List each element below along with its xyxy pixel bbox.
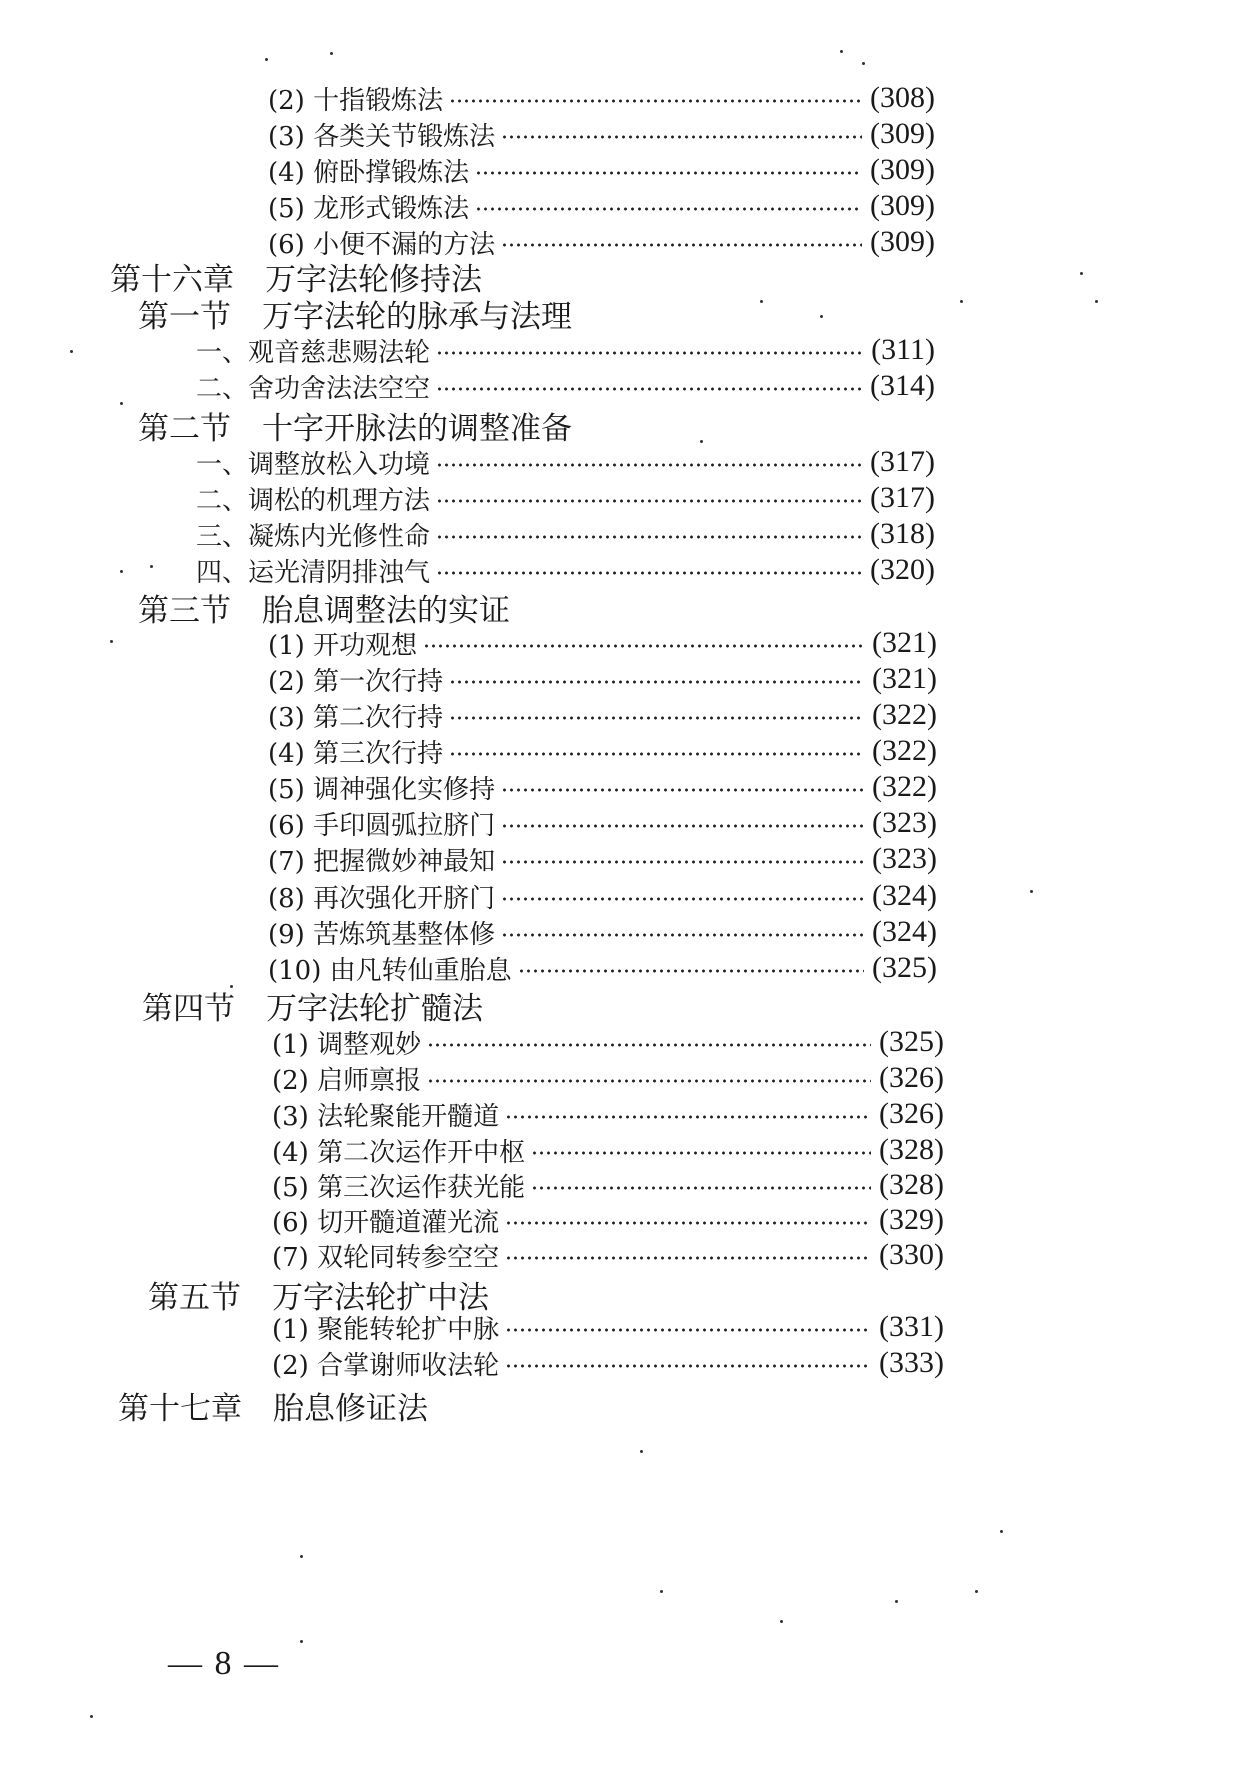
toc-entry[interactable] bbox=[268, 114, 935, 154]
toc-page-number: (331) bbox=[879, 1310, 944, 1343]
toc-entry-title: (1) 开功观想 bbox=[268, 630, 418, 661]
scan-speck bbox=[1095, 300, 1098, 303]
toc-entry[interactable] bbox=[268, 659, 937, 699]
scan-speck bbox=[1030, 890, 1033, 893]
toc-heading bbox=[118, 1385, 428, 1425]
toc-entry-title: (7) 双轮同转参空空 bbox=[272, 1242, 500, 1273]
dot-leader bbox=[423, 644, 864, 648]
toc-entry[interactable] bbox=[272, 1343, 944, 1383]
dot-leader bbox=[505, 1328, 871, 1332]
toc-heading-text: 第一节 万字法轮的脉承与法理 bbox=[138, 298, 572, 335]
dot-leader bbox=[436, 351, 863, 355]
toc-page-number: (309) bbox=[870, 117, 935, 150]
toc-heading-text: 第四节 万字法轮扩髓法 bbox=[142, 990, 483, 1027]
dot-leader bbox=[501, 897, 864, 901]
toc-entry-title: 三、凝炼内光修性命 bbox=[196, 521, 431, 552]
toc-entry-title: 一、观音慈悲赐法轮 bbox=[196, 337, 431, 368]
toc-page-number: (321) bbox=[872, 662, 937, 695]
scan-speck bbox=[265, 58, 268, 61]
scan-speck bbox=[820, 315, 823, 318]
toc-entry-title: (1) 聚能转轮扩中脉 bbox=[272, 1314, 500, 1345]
scan-speck bbox=[330, 52, 333, 55]
toc-entry[interactable] bbox=[272, 1094, 944, 1134]
dot-leader bbox=[501, 135, 862, 139]
scan-speck bbox=[760, 300, 763, 303]
scan-speck bbox=[895, 1600, 898, 1603]
toc-entry-title: (2) 合掌谢师收法轮 bbox=[272, 1350, 500, 1381]
toc-entry[interactable] bbox=[196, 366, 935, 406]
dot-leader bbox=[505, 1256, 871, 1260]
toc-heading-text: 第十六章 万字法轮修持法 bbox=[110, 261, 482, 298]
toc-page-number: (321) bbox=[872, 626, 937, 659]
dot-leader bbox=[475, 207, 862, 211]
toc-page-number: (309) bbox=[870, 189, 935, 222]
toc-page-number: (308) bbox=[870, 81, 935, 114]
toc-entry-title: (2) 第一次行持 bbox=[268, 666, 444, 697]
scan-speck bbox=[1080, 272, 1083, 275]
toc-entry-title: (7) 把握微妙神最知 bbox=[268, 846, 496, 877]
toc-entry-title: (3) 各类关节锻炼法 bbox=[268, 121, 496, 152]
toc-entry-title: (1) 调整观妙 bbox=[272, 1029, 422, 1060]
dot-leader bbox=[501, 933, 864, 937]
toc-entry[interactable] bbox=[268, 803, 937, 843]
toc-entry-title: 一、调整放松入功境 bbox=[196, 449, 431, 480]
toc-entry-title: (4) 俯卧撑锻炼法 bbox=[268, 157, 470, 188]
toc-heading bbox=[142, 985, 483, 1025]
toc-heading-text: 第二节 十字开脉法的调整准备 bbox=[138, 410, 572, 447]
toc-entry-title: (4) 第三次行持 bbox=[268, 738, 444, 769]
toc-page-number: (328) bbox=[879, 1133, 944, 1166]
toc-entry[interactable] bbox=[196, 442, 935, 482]
toc-entry[interactable] bbox=[196, 478, 935, 518]
toc-page-number: (329) bbox=[879, 1203, 944, 1236]
toc-page-number: (326) bbox=[879, 1097, 944, 1130]
toc-entry[interactable] bbox=[268, 78, 935, 118]
dot-leader bbox=[501, 860, 864, 864]
toc-entry-title: (5) 龙形式锻炼法 bbox=[268, 193, 470, 224]
toc-heading-text: 第十七章 胎息修证法 bbox=[118, 1390, 428, 1427]
dot-leader bbox=[436, 463, 862, 467]
dot-leader bbox=[531, 1151, 871, 1155]
toc-page-number: (328) bbox=[879, 1168, 944, 1201]
toc-page-number: (317) bbox=[870, 445, 935, 478]
toc-entry-title: (2) 十指锻炼法 bbox=[268, 85, 444, 116]
toc-page-number: (325) bbox=[872, 951, 937, 984]
scan-speck bbox=[110, 640, 113, 643]
toc-page-number: (323) bbox=[872, 806, 937, 839]
dot-leader bbox=[436, 571, 862, 575]
dot-leader bbox=[436, 535, 862, 539]
toc-entry-title: (9) 苦炼筑基整体修 bbox=[268, 919, 496, 950]
toc-page-number: (324) bbox=[872, 915, 937, 948]
toc-heading-text: 第五节 万字法轮扩中法 bbox=[148, 1279, 489, 1316]
toc-entry-title: (3) 法轮聚能开髓道 bbox=[272, 1101, 500, 1132]
scan-speck bbox=[70, 350, 73, 353]
dot-leader bbox=[449, 716, 864, 720]
toc-entry-title: (5) 调神强化实修持 bbox=[268, 774, 496, 805]
dot-leader bbox=[518, 969, 864, 973]
toc-entry[interactable] bbox=[268, 623, 937, 663]
scan-speck bbox=[120, 570, 123, 573]
toc-heading-text: 第三节 胎息调整法的实证 bbox=[138, 592, 510, 629]
toc-entry[interactable] bbox=[268, 731, 937, 771]
scan-speck bbox=[90, 1715, 93, 1718]
toc-page-number: (322) bbox=[872, 734, 937, 767]
scan-speck bbox=[840, 50, 843, 53]
toc-heading bbox=[138, 405, 572, 445]
dot-leader bbox=[436, 499, 862, 503]
dot-leader bbox=[531, 1186, 871, 1190]
toc-entry[interactable] bbox=[268, 186, 935, 226]
toc-entry[interactable] bbox=[196, 514, 935, 554]
dot-leader bbox=[449, 752, 864, 756]
toc-entry-title: (5) 第三次运作获光能 bbox=[272, 1172, 526, 1203]
toc-page-number: (309) bbox=[870, 153, 935, 186]
toc-heading bbox=[138, 587, 510, 627]
dot-leader bbox=[505, 1364, 871, 1368]
toc-page-number: (314) bbox=[870, 369, 935, 402]
toc-entry-title: (4) 第二次运作开中枢 bbox=[272, 1137, 526, 1168]
toc-entry[interactable] bbox=[272, 1200, 944, 1240]
toc-page-number: (322) bbox=[872, 770, 937, 803]
toc-entry-title: (6) 手印圆弧拉脐门 bbox=[268, 810, 496, 841]
toc-page-number: (325) bbox=[879, 1025, 944, 1058]
dot-leader bbox=[505, 1221, 871, 1225]
dot-leader bbox=[501, 243, 862, 247]
toc-entry-title: (8) 再次强化开脐门 bbox=[268, 883, 496, 914]
toc-entry[interactable] bbox=[272, 1022, 944, 1062]
page-number: — 8 — bbox=[168, 1645, 280, 1682]
dot-leader bbox=[475, 171, 862, 175]
toc-heading bbox=[138, 293, 572, 333]
toc-entry-title: (10) 由凡转仙重胎息 bbox=[268, 955, 512, 986]
toc-entry-title: 二、调松的机理方法 bbox=[196, 485, 431, 516]
toc-entry-title: (2) 启师禀报 bbox=[272, 1065, 422, 1096]
toc-entry[interactable] bbox=[268, 767, 937, 807]
toc-page-number: (317) bbox=[870, 481, 935, 514]
scan-speck bbox=[862, 62, 865, 65]
toc-entry-title: 二、舍功舍法法空空 bbox=[196, 373, 431, 404]
scan-speck bbox=[1000, 1530, 1003, 1533]
toc-entry-title: (3) 第二次行持 bbox=[268, 702, 444, 733]
scan-speck bbox=[780, 1620, 783, 1623]
toc-page-number: (311) bbox=[871, 333, 935, 366]
toc-page-number: (323) bbox=[872, 842, 937, 875]
toc-entry-title: (6) 切开髓道灌光流 bbox=[272, 1207, 500, 1238]
scan-speck bbox=[230, 985, 233, 988]
toc-page-number: (330) bbox=[879, 1238, 944, 1271]
scan-speck bbox=[700, 440, 703, 443]
toc-page-number: (324) bbox=[872, 879, 937, 912]
toc-page-number: (318) bbox=[870, 517, 935, 550]
dot-leader bbox=[449, 680, 864, 684]
dot-leader bbox=[505, 1115, 871, 1119]
toc-entry[interactable] bbox=[272, 1165, 944, 1205]
dot-leader bbox=[449, 99, 862, 103]
scan-speck bbox=[960, 300, 963, 303]
toc-page-number: (309) bbox=[870, 225, 935, 258]
toc-page-number: (320) bbox=[870, 553, 935, 586]
dot-leader bbox=[501, 788, 864, 792]
scan-speck bbox=[120, 402, 123, 405]
toc-entry[interactable] bbox=[268, 839, 937, 879]
dot-leader bbox=[427, 1079, 871, 1083]
toc-entry[interactable] bbox=[272, 1235, 944, 1275]
toc-entry[interactable] bbox=[272, 1130, 944, 1170]
dot-leader bbox=[436, 387, 862, 391]
scan-speck bbox=[660, 1590, 663, 1593]
toc-entry[interactable] bbox=[272, 1058, 944, 1098]
scan-speck bbox=[300, 1555, 303, 1558]
toc-entry[interactable] bbox=[272, 1307, 944, 1347]
toc-entry-title: (6) 小便不漏的方法 bbox=[268, 229, 496, 260]
toc-entry-title: 四、运光清阴排浊气 bbox=[196, 557, 431, 588]
toc-page-number: (322) bbox=[872, 698, 937, 731]
toc-entry[interactable] bbox=[196, 330, 935, 370]
toc-entry[interactable] bbox=[268, 876, 937, 916]
toc-entry[interactable] bbox=[268, 912, 937, 952]
toc-page-number: (333) bbox=[879, 1346, 944, 1379]
scan-speck bbox=[150, 565, 153, 568]
scan-speck bbox=[640, 1450, 643, 1453]
scan-speck bbox=[975, 1590, 978, 1593]
toc-entry[interactable] bbox=[268, 150, 935, 190]
toc-page-number: (326) bbox=[879, 1061, 944, 1094]
scan-speck bbox=[300, 1640, 303, 1643]
toc-entry[interactable] bbox=[268, 695, 937, 735]
dot-leader bbox=[501, 824, 864, 828]
dot-leader bbox=[427, 1043, 871, 1047]
